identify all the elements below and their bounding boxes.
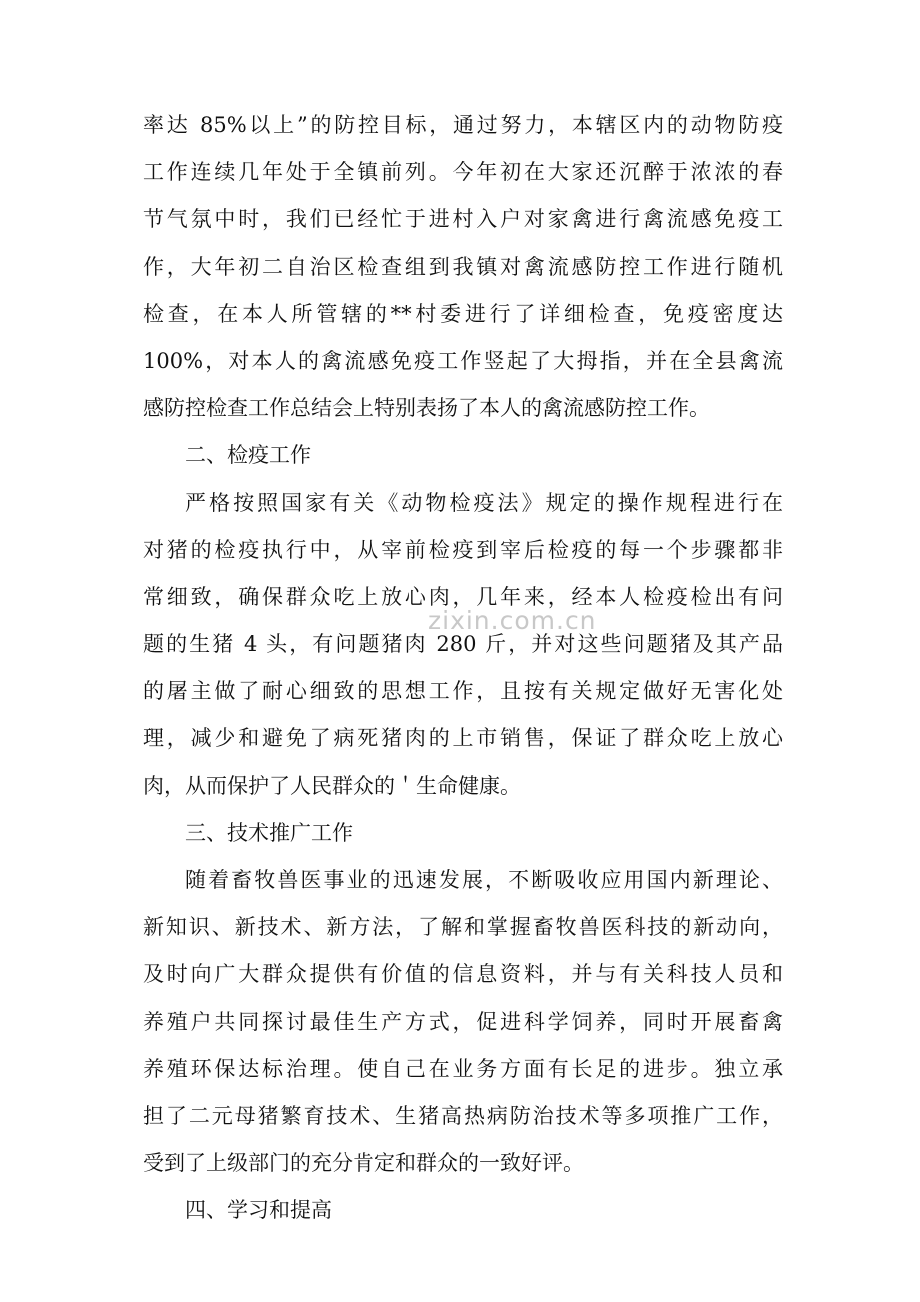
text-line: 作，大年初二自治区检查组到我镇对禽流感防控工作进行随机 <box>143 254 783 279</box>
text-line: 担了二元母猪繁育技术、生猪高热病防治技术等多项推广工作， <box>143 1103 783 1128</box>
text-line: 检查，在本人所管辖的**村委进行了详细检查，免疫密度达 <box>143 301 783 326</box>
text-line: 新知识、新技术、新方法，了解和掌握畜牧兽医科技的新动向， <box>143 915 783 940</box>
text-line: 养殖户共同探讨最佳生产方式，促进科学饲养，同时开展畜禽 <box>143 1009 783 1034</box>
text-line: 理，减少和避免了病死猪肉的上市销售，保证了群众吃上放心 <box>143 726 783 751</box>
text-line: 的屠主做了耐心细致的思想工作，且按有关规定做好无害化处 <box>143 679 783 704</box>
text-line: 感防控检查工作总结会上特别表扬了本人的禽流感防控工作。 <box>143 396 710 421</box>
text-line: 100%，对本人的禽流感免疫工作竖起了大拇指，并在全县禽流 <box>143 348 783 373</box>
document-body <box>143 102 783 1235</box>
text-line: 题的生猪 4 头，有问题猪肉 280 斤，并对这些问题猪及其产品 <box>143 632 783 657</box>
text-line: 四、学习和提高 <box>185 1198 332 1223</box>
text-line: 二、检疫工作 <box>185 443 311 468</box>
text-line: 节气氛中时，我们已经忙于进村入户对家禽进行禽流感免疫工 <box>143 207 783 232</box>
text-line: 工作连续几年处于全镇前列。今年初在大家还沉醉于浓浓的春 <box>143 160 783 185</box>
text-line: 养殖环保达标治理。使自己在业务方面有长足的进步。独立承 <box>143 1056 783 1081</box>
watermark: zixin.com.cn <box>428 606 597 635</box>
text-line: 随着畜牧兽医事业的迅速发展，不断吸收应用国内新理论、 <box>185 868 783 892</box>
text-line: 肉，从而保护了人民群众的＇生命健康。 <box>143 773 521 798</box>
text-line: 三、技术推广工作 <box>185 820 353 845</box>
text-line: 及时向广大群众提供有价值的信息资料，并与有关科技人员和 <box>143 962 783 987</box>
text-line: 率达 85%以上”的防控目标，通过努力，本辖区内的动物防疫 <box>143 113 783 137</box>
text-line: 常细致，确保群众吃上放心肉，几年来，经本人检疫检出有问 <box>143 584 783 609</box>
text-line: 受到了上级部门的充分肯定和群众的一致好评。 <box>143 1151 584 1176</box>
text-line: 严格按照国家有关《动物检疫法》规定的操作规程进行在 <box>185 490 783 515</box>
text-line: 对猪的检疫执行中，从宰前检疫到宰后检疫的每一个步骤都非 <box>143 537 783 562</box>
